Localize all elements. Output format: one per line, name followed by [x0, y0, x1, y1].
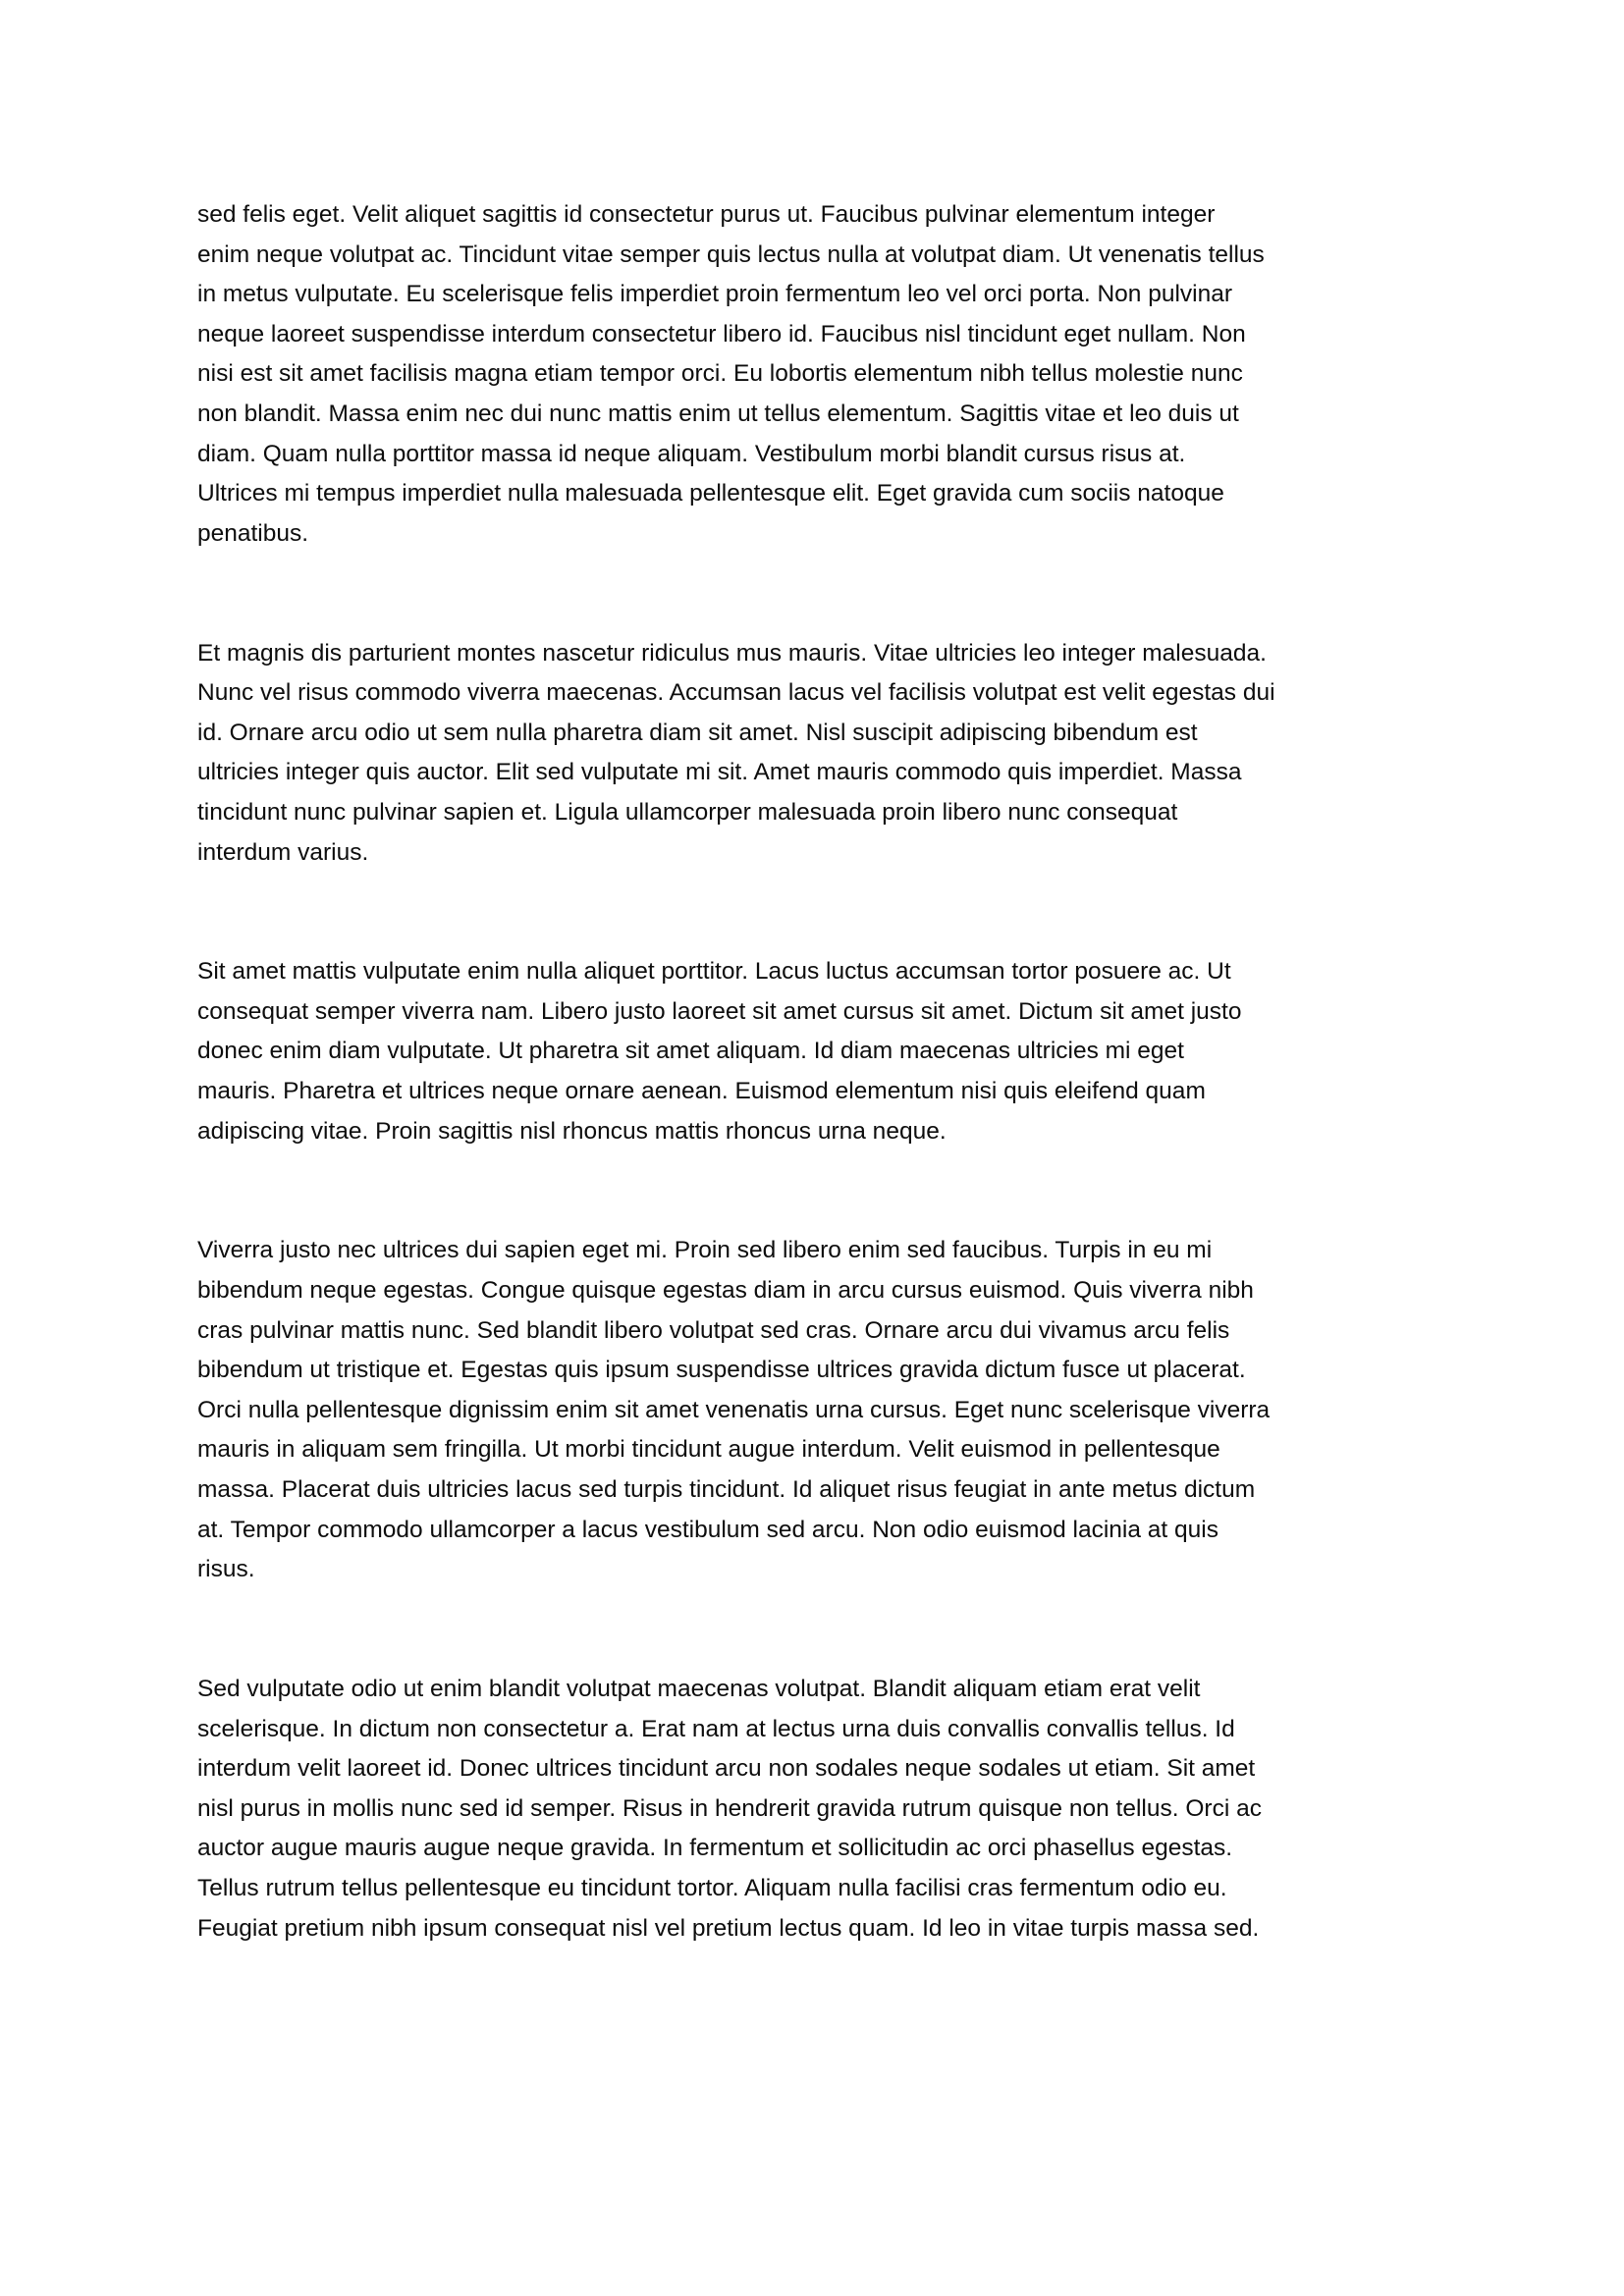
text-line: id. Ornare arcu odio ut sem nulla pharetra diam sit amet. Nisl suscipit adipiscing bibendum est — [197, 719, 1198, 746]
text-line: Sed vulputate odio ut enim blandit volutpat maecenas volutpat. Blandit aliquam etiam erat velit — [197, 1675, 1201, 1702]
text-line: sed felis eget. Velit aliquet sagittis id consectetur purus ut. Faucibus pulvinar elementum integer — [197, 201, 1216, 228]
text-line: interdum velit laoreet id. Donec ultrices tincidunt arcu non sodales neque sodales ut etiam. Sit amet — [197, 1755, 1256, 1783]
text-line: donec enim diam vulputate. Ut pharetra sit amet aliquam. Id diam maecenas ultricies mi eget — [197, 1038, 1184, 1065]
text-line: nisi est sit amet facilisis magna etiam tempor orci. Eu lobortis elementum nibh tellus molestie nunc — [197, 360, 1243, 388]
text-line: mauris. Pharetra et ultrices neque ornare aenean. Euismod elementum nisi quis eleifend quam — [197, 1078, 1206, 1105]
text-line: Orci nulla pellentesque dignissim enim sit amet venenatis urna cursus. Eget nunc scelerisque viverra — [197, 1396, 1271, 1423]
text-line: cras pulvinar mattis nunc. Sed blandit libero volutpat sed cras. Ornare arcu dui vivamus arcu felis — [197, 1316, 1230, 1344]
text-line: interdum varius. — [197, 838, 369, 866]
text-line: tincidunt nunc pulvinar sapien et. Ligula ullamcorper malesuada proin libero nunc consequat — [197, 798, 1178, 826]
text-line: Ultrices mi tempus imperdiet nulla malesuada pellentesque elit. Eget gravida cum sociis natoque — [197, 480, 1224, 507]
text-line: Feugiat pretium nibh ipsum consequat nisl vel pretium lectus quam. Id leo in vitae turpis massa sed. — [197, 1914, 1260, 1942]
paragraph-1 — [197, 195, 1454, 554]
text-line: diam. Quam nulla porttitor massa id neque aliquam. Vestibulum morbi blandit cursus risus at. — [197, 440, 1186, 467]
text-line: adipiscing vitae. Proin sagittis nisl rhoncus mattis rhoncus urna neque. — [197, 1117, 947, 1145]
text-line: ultricies integer quis auctor. Elit sed vulputate mi sit. Amet mauris commodo quis imperdiet. Massa — [197, 759, 1242, 786]
text-line: bibendum ut tristique et. Egestas quis ipsum suspendisse ultrices gravida dictum fusce ut placerat. — [197, 1357, 1246, 1384]
text-line: enim neque volutpat ac. Tincidunt vitae semper quis lectus nulla at volutpat diam. Ut venenatis tellus — [197, 240, 1265, 268]
text-line: Tellus rutrum tellus pellentesque eu tincidunt tortor. Aliquam nulla facilisi cras fermentum odio eu. — [197, 1874, 1227, 1901]
text-line: non blandit. Massa enim nec dui nunc mattis enim ut tellus elementum. Sagittis vitae et leo duis ut — [197, 400, 1239, 427]
text-line: risus. — [197, 1556, 255, 1583]
text-line: in metus vulputate. Eu scelerisque felis imperdiet proin fermentum leo vel orci porta. Non pulvinar — [197, 281, 1233, 308]
text-line: scelerisque. In dictum non consectetur a. Erat nam at lectus urna duis convallis convallis tellus. Id — [197, 1715, 1235, 1742]
text-line: Et magnis dis parturient montes nascetur ridiculus mus mauris. Vitae ultricies leo integer malesuada. — [197, 639, 1267, 667]
document-body — [197, 195, 1454, 2028]
text-line: auctor augue mauris augue neque gravida. In fermentum et sollicitudin ac orci phasellus egestas. — [197, 1835, 1233, 1862]
text-line: massa. Placerat duis ultricies lacus sed turpis tincidunt. Id aliquet risus feugiat in ante metus dictum — [197, 1476, 1256, 1503]
text-line: consequat semper viverra nam. Libero justo laoreet sit amet cursus sit amet. Dictum sit amet justo — [197, 997, 1242, 1025]
text-line: mauris in aliquam sem fringilla. Ut morbi tincidunt augue interdum. Velit euismod in pellentesque — [197, 1436, 1220, 1464]
paragraph-4 — [197, 1231, 1454, 1589]
paragraph-5 — [197, 1670, 1454, 1949]
text-line: Sit amet mattis vulputate enim nulla aliquet porttitor. Lacus luctus accumsan tortor posuere ac. Ut — [197, 958, 1231, 986]
text-line: nisl purus in mollis nunc sed id semper. Risus in hendrerit gravida rutrum quisque non tellus. Orci ac — [197, 1794, 1262, 1822]
text-line: neque laoreet suspendisse interdum consectetur libero id. Faucibus nisl tincidunt eget nullam. Non — [197, 320, 1246, 347]
paragraph-2 — [197, 634, 1454, 874]
text-line: Nunc vel risus commodo viverra maecenas. Accumsan lacus vel facilisis volutpat est velit egestas dui — [197, 679, 1275, 707]
paragraph-3 — [197, 952, 1454, 1151]
text-line: bibendum neque egestas. Congue quisque egestas diam in arcu cursus euismod. Quis viverra nibh — [197, 1277, 1254, 1305]
text-line: Viverra justo nec ultrices dui sapien eget mi. Proin sed libero enim sed faucibus. Turpis in eu mi — [197, 1237, 1213, 1264]
text-line: at. Tempor commodo ullamcorper a lacus vestibulum sed arcu. Non odio euismod lacinia at quis — [197, 1516, 1218, 1543]
text-line: penatibus. — [197, 519, 309, 547]
